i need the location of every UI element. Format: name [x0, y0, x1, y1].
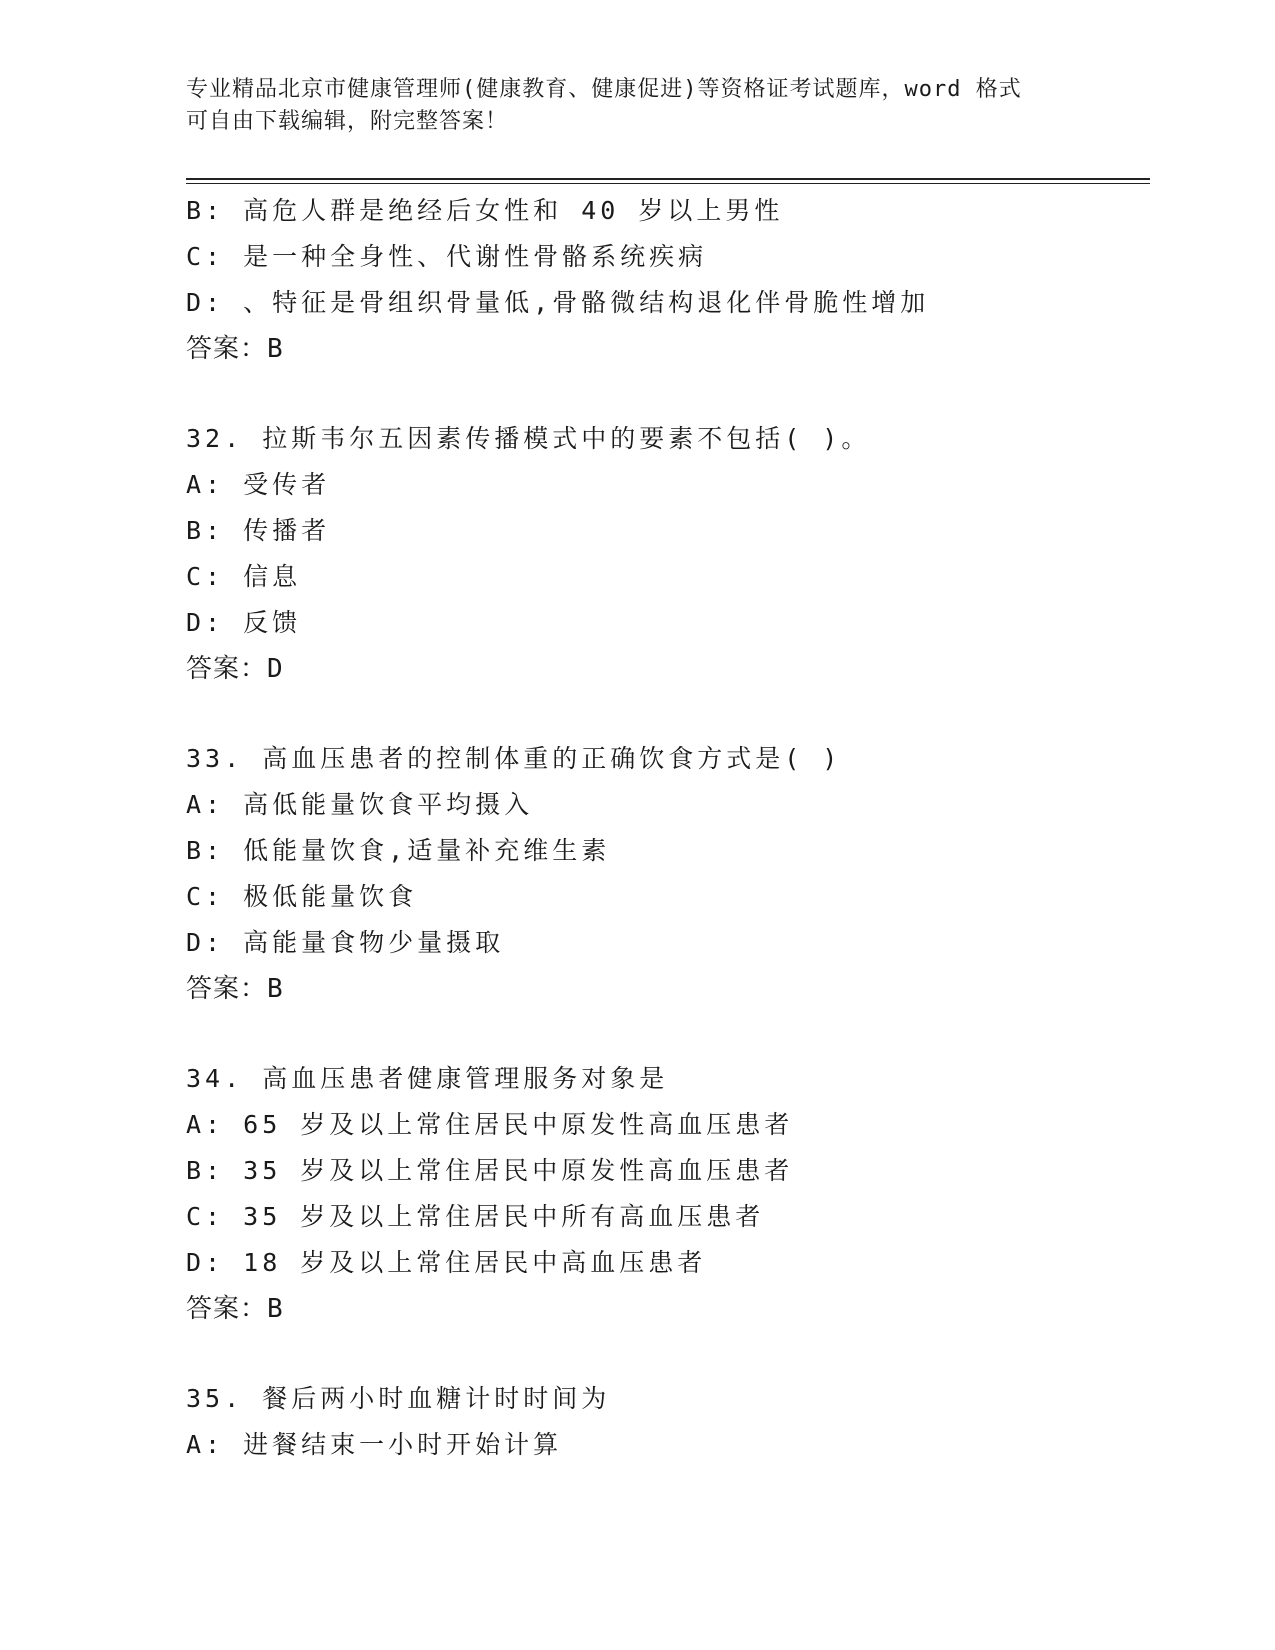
option-c: C: 极低能量饮食: [186, 882, 418, 911]
question-list: [186, 188, 1146, 1468]
option-a: A: 进餐结束一小时开始计算: [186, 1430, 563, 1459]
option-d: D: 高能量食物少量摄取: [186, 928, 505, 957]
question-block-prev: [186, 188, 1146, 372]
question-block-35: [186, 1376, 1146, 1468]
question-stem: 34. 高血压患者健康管理服务对象是: [186, 1064, 669, 1093]
header-rule-thick: [186, 178, 1150, 180]
question-stem: 35. 餐后两小时血糖计时时间为: [186, 1384, 611, 1413]
answer-line: 答案：B: [186, 1294, 284, 1324]
option-a: A: 受传者: [186, 470, 331, 499]
option-d: D: 、特征是骨组织骨量低,骨骼微结构退化伴骨脆性增加: [186, 288, 930, 317]
question-stem: 32. 拉斯韦尔五因素传播模式中的要素不包括( )。: [186, 424, 871, 453]
answer-line: 答案：B: [186, 974, 284, 1004]
header-line-2: 可自由下载编辑，附完整答案！: [186, 109, 509, 134]
answer-line: 答案：D: [186, 654, 284, 684]
page-header: [186, 74, 1086, 138]
answer-line: 答案：B: [186, 334, 284, 364]
question-block-32: [186, 416, 1146, 692]
option-d: D: 反馈: [186, 608, 302, 637]
option-c: C: 信息: [186, 562, 302, 591]
question-block-34: [186, 1056, 1146, 1332]
question-stem: 33. 高血压患者的控制体重的正确饮食方式是( ): [186, 744, 842, 773]
option-b: B: 高危人群是绝经后女性和 40 岁以上男性: [186, 196, 784, 225]
option-b: B: 传播者: [186, 516, 331, 545]
option-c: C: 是一种全身性、代谢性骨骼系统疾病: [186, 242, 708, 271]
option-d: D: 18 岁及以上常住居民中高血压患者: [186, 1248, 707, 1277]
option-a: A: 65 岁及以上常住居民中原发性高血压患者: [186, 1110, 794, 1139]
option-c: C: 35 岁及以上常住居民中所有高血压患者: [186, 1202, 765, 1231]
option-b: B: 低能量饮食,适量补充维生素: [186, 836, 611, 865]
option-a: A: 高低能量饮食平均摄入: [186, 790, 534, 819]
header-line-1: 专业精品北京市健康管理师(健康教育、健康促进)等资格证考试题库，word 格式: [186, 77, 1022, 102]
header-rule-thin: [186, 183, 1150, 184]
option-b: B: 35 岁及以上常住居民中原发性高血压患者: [186, 1156, 794, 1185]
question-block-33: [186, 736, 1146, 1012]
